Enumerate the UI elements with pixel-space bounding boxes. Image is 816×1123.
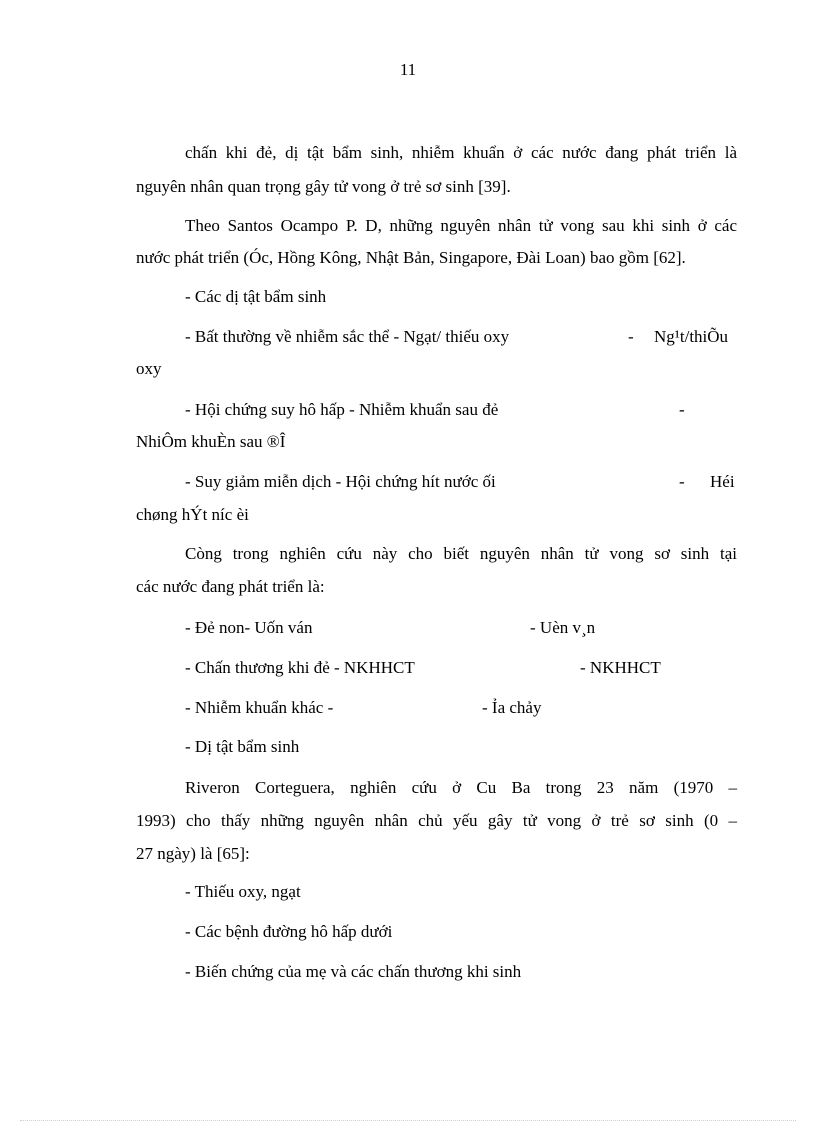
list-item-col-1: - Hội chứng suy hô hấp - Nhiễm khuẩn sau đẻ (185, 400, 499, 419)
list-item-col-2: - (679, 400, 685, 419)
list-item-col-2: - (679, 472, 685, 491)
body-line: nước phát triển (Óc, Hồng Kông, Nhật Bản, Singapore, Đài Loan) bao gồm [62]. (136, 248, 686, 267)
list-item: - Biến chứng của mẹ và các chấn thương khi sinh (185, 962, 522, 981)
body-line: chấn khi đẻ, dị tật bẩm sinh, nhiễm khuẩn ở các nước đang phát triển là (185, 143, 737, 162)
page-number: 11 (399, 60, 417, 79)
body-line: Theo Santos Ocampo P. D, những nguyên nhân tử vong sau khi sinh ở các (185, 216, 737, 235)
list-item-col-1: - Bất thường về nhiễm sắc thể - Ngạt/ thiếu oxy (185, 327, 510, 346)
list-item-wrap: oxy (136, 359, 162, 378)
list-item-col-3: Ng¹t/thiÕu (654, 327, 729, 346)
list-item-col-2: - Uèn v¸n (530, 618, 596, 637)
list-item-col-2: - Ỉa chảy (482, 698, 542, 717)
list-item-wrap: NhiÔm khuÈn sau ®Î (136, 432, 286, 451)
body-line: 1993) cho thấy những nguyên nhân chủ yếu gây tử vong ở trẻ sơ sinh (0 – (136, 811, 737, 830)
list-item-col-1: - Suy giảm miễn dịch - Hội chứng hít nước ối (185, 472, 496, 491)
list-item-col-1: - Nhiễm khuẩn khác - (185, 698, 334, 717)
list-item: - Thiếu oxy, ngạt (185, 882, 301, 901)
body-line: 27 ngày) là [65]: (136, 844, 250, 863)
body-line: các nước đang phát triển là: (136, 577, 325, 596)
list-item-col-1: - Chấn thương khi đẻ - NKHHCT (185, 658, 415, 677)
list-item: - Các bệnh đường hô hấp dưới (185, 922, 393, 941)
list-item-col-3: Héi (710, 472, 735, 491)
body-line: Còng trong nghiên cứu này cho biết nguyên nhân tử vong sơ sinh tại (185, 544, 737, 563)
body-line: Riveron Corteguera, nghiên cứu ở Cu Ba trong 23 năm (1970 – (185, 778, 737, 797)
list-item-col-2: - (628, 327, 634, 346)
body-line: nguyên nhân quan trọng gây tử vong ở trẻ sơ sinh [39]. (136, 177, 511, 196)
list-item: - Các dị tật bẩm sinh (185, 287, 327, 306)
list-item-wrap: chøng hÝt níc èi (136, 505, 249, 524)
page-bottom-rule (20, 1120, 796, 1121)
list-item-col-1: - Đẻ non- Uốn ván (185, 618, 313, 637)
list-item: - Dị tật bẩm sinh (185, 737, 300, 756)
list-item-col-2: - NKHHCT (580, 658, 661, 677)
